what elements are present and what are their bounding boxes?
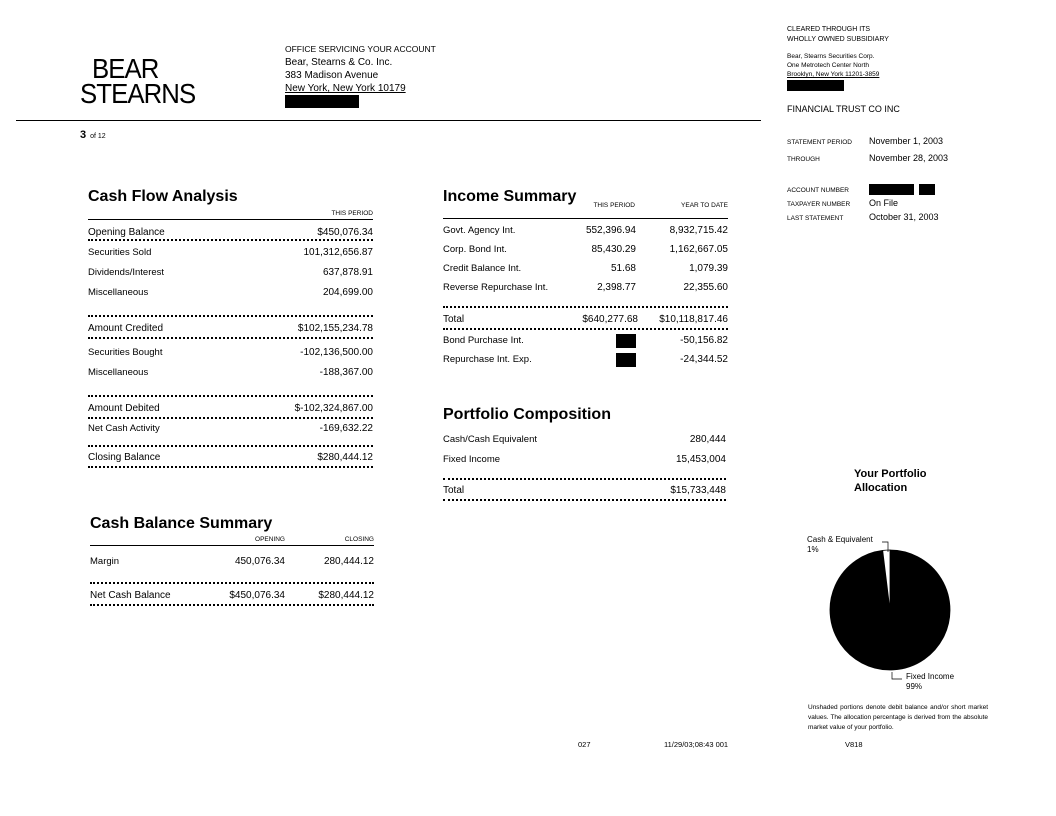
table-row [88, 347, 373, 367]
account-number-redacted [869, 184, 935, 197]
net-closing: $280,444.12 [318, 590, 374, 601]
total-period: $640,277.68 [582, 314, 638, 325]
row-period: 552,396.94 [585, 225, 636, 236]
bear-stearns-logo [80, 53, 196, 109]
row-ytd: 22,355.60 [683, 282, 728, 293]
row-period: 51.68 [610, 263, 636, 274]
table-row [88, 317, 373, 339]
opening-label: Opening Balance [88, 227, 165, 238]
row-value: -102,136,500.00 [300, 347, 373, 358]
row-label: Dividends/Interest [88, 267, 165, 278]
clearing-line-1: CLEARED THROUGH ITS [787, 26, 871, 33]
table-row [443, 308, 728, 330]
table-row [443, 225, 728, 244]
period-start: November 1, 2003 [869, 136, 944, 146]
footer-code-2: V818 [845, 740, 863, 749]
cash-balance-summary [90, 515, 374, 606]
cash-flow-analysis [88, 188, 373, 468]
portfolio-composition [443, 406, 726, 501]
redaction-box [787, 80, 844, 91]
row-period: 85,430.29 [591, 244, 636, 255]
row-value: -188,367.00 [319, 367, 373, 378]
row-label: Miscellaneous [88, 287, 149, 298]
income-title: Income Summary [443, 188, 577, 205]
portfolio-title: Portfolio Composition [443, 406, 611, 423]
opening-value: $450,076.34 [317, 227, 373, 238]
table-row [88, 220, 373, 241]
table-row [88, 367, 373, 397]
net-opening: $450,076.34 [229, 590, 285, 601]
row-label: Bond Purchase Int. [443, 335, 524, 346]
table-row [88, 287, 373, 317]
clearing-street: One Metrotech Center North [787, 62, 870, 69]
period-end: November 28, 2003 [869, 153, 949, 163]
cash-slice-percent: 1% [807, 545, 819, 554]
account-name: FINANCIAL TRUST CO INC [787, 103, 900, 114]
logo-line-1: BEAR [91, 53, 159, 84]
table-row [443, 354, 728, 373]
redaction-box [616, 353, 636, 367]
office-street: 383 Madison Avenue [285, 70, 379, 81]
fixed-slice-percent: 99% [906, 682, 923, 691]
net-label: Net Cash Activity [88, 423, 160, 434]
last-statement-label: LAST STATEMENT [787, 215, 844, 222]
row-label: Margin [90, 556, 120, 567]
total-label: Total [443, 314, 465, 325]
row-opening: 450,076.34 [234, 556, 285, 567]
clearing-block [787, 25, 900, 114]
clearing-line-2: WHOLLY OWNED SUBSIDIARY [787, 35, 889, 43]
table-row [90, 584, 374, 606]
clearing-city: Brooklyn, New York 11201-3859 [787, 71, 880, 78]
office-label: OFFICE SERVICING YOUR ACCOUNT [285, 44, 436, 54]
table-row [88, 397, 373, 419]
page-indicator [80, 129, 106, 141]
pie-svg [800, 530, 1000, 700]
col-closing: CLOSING [344, 536, 374, 543]
through-label: THROUGH [787, 156, 820, 163]
table-row [443, 244, 728, 263]
row-period: 2,398.77 [597, 282, 636, 293]
redaction-box [285, 95, 359, 108]
row-ytd: 1,079.39 [689, 263, 728, 274]
table-row [443, 263, 728, 282]
table-row [443, 335, 728, 354]
page-of: of 12 [90, 133, 106, 140]
row-label: Miscellaneous [88, 367, 149, 378]
cash-slice-label: Cash & Equivalent [807, 535, 873, 544]
row-label: Repurchase Int. Exp. [443, 354, 532, 365]
income-summary [443, 188, 728, 373]
col-opening: OPENING [255, 536, 285, 543]
table-row [90, 556, 374, 584]
table-row [443, 480, 726, 501]
total-value: $15,733,448 [670, 485, 726, 496]
table-row [88, 423, 373, 447]
allocation-title-line-1: Your Portfolio [854, 468, 927, 480]
credited-label: Amount Credited [88, 323, 164, 334]
footer-code-1: 027 [578, 740, 591, 749]
last-statement-value: October 31, 2003 [869, 212, 939, 222]
logo-line-2: STEARNS [80, 78, 196, 109]
net-label: Net Cash Balance [90, 590, 171, 601]
period-label: STATEMENT PERIOD [787, 139, 853, 146]
closing-label: Closing Balance [88, 452, 161, 463]
table-row [443, 434, 726, 454]
credited-value: $102,155,234.78 [297, 323, 373, 334]
office-city: New York, New York 10179 [285, 83, 406, 94]
income-col-period: THIS PERIOD [593, 202, 635, 209]
row-closing: 280,444.12 [323, 556, 374, 567]
allocation-pie-chart [800, 530, 1000, 700]
total-ytd: $10,118,817.46 [659, 314, 728, 325]
row-ytd: -24,344.52 [680, 354, 728, 365]
row-label: Securities Sold [88, 247, 152, 258]
taxpayer-label: TAXPAYER NUMBER [787, 201, 851, 208]
total-label: Total [443, 485, 465, 496]
row-label: Corp. Bond Int. [443, 244, 507, 255]
allocation-note: Unshaded portions denote debit balance and/or short market values. The allocation percentage is derived from the absolute market value of your portfolio. [808, 704, 988, 731]
table-row [88, 267, 373, 287]
debited-label: Amount Debited [88, 403, 160, 414]
row-label: Govt. Agency Int. [443, 225, 516, 236]
fixed-leader-line [892, 672, 902, 679]
taxpayer-value: On File [869, 198, 899, 208]
row-ytd: -50,156.82 [680, 335, 728, 346]
header-rule [16, 120, 761, 121]
table-row [443, 454, 726, 480]
row-value: 280,444 [689, 434, 726, 445]
row-ytd: 8,932,715.42 [669, 225, 728, 236]
account-number-label: ACCOUNT NUMBER [787, 187, 849, 194]
allocation-title-line-2: Allocation [854, 482, 908, 494]
row-label: Securities Bought [88, 347, 163, 358]
row-value: 101,312,656.87 [303, 247, 373, 258]
fixed-slice-label: Fixed Income [906, 672, 955, 681]
income-col-ytd: YEAR TO DATE [681, 202, 728, 209]
row-label: Reverse Repurchase Int. [443, 282, 549, 293]
table-row [88, 447, 373, 468]
row-value: 15,453,004 [675, 454, 726, 465]
footer-timestamp: 11/29/03;08:43 001 [664, 740, 729, 749]
row-label: Cash/Cash Equivalent [443, 434, 537, 445]
debited-value: $-102,324,867.00 [294, 403, 373, 414]
net-value: -169,632.22 [319, 423, 373, 434]
row-value: 637,878.91 [322, 267, 373, 278]
clearing-name: Bear, Stearns Securities Corp. [787, 53, 875, 60]
allocation-title [854, 467, 927, 495]
row-value: 204,699.00 [322, 287, 373, 298]
office-name: Bear, Stearns & Co. Inc. [285, 57, 393, 68]
cash-balance-title: Cash Balance Summary [90, 515, 273, 532]
redaction-box [616, 334, 636, 348]
closing-value: $280,444.12 [317, 452, 373, 463]
table-row [88, 247, 373, 267]
row-label: Fixed Income [443, 454, 501, 465]
page-number: 3 [80, 129, 87, 141]
cash-flow-title: Cash Flow Analysis [88, 188, 238, 205]
office-address-block [285, 43, 436, 112]
row-label: Credit Balance Int. [443, 263, 522, 274]
table-row [443, 282, 728, 308]
row-ytd: 1,162,667.05 [669, 244, 728, 255]
cash-flow-col-header: THIS PERIOD [88, 210, 373, 220]
